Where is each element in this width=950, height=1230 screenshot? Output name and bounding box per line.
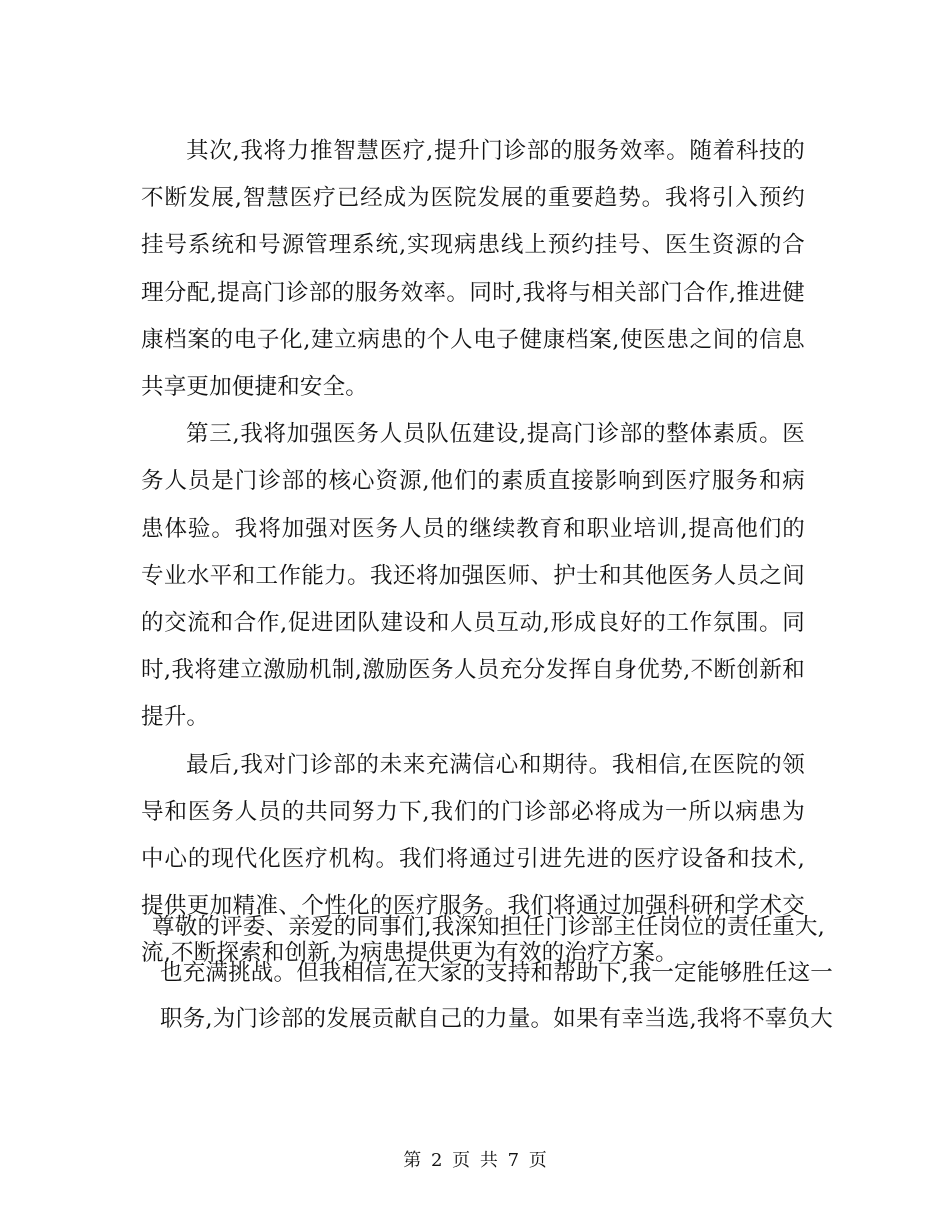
page-number-footer: 第 2 页 共 7 页 — [403, 1150, 547, 1171]
paragraph-smart-healthcare: 其次,我将力推智慧医疗,提升门诊部的服务效率。随着科技的不断发展,智慧医疗已经成为医院发展的重要趋势。我将引入预约挂号系统和号源管理系统,实现病患线上预约挂号、医生资源的合理分配,提高门诊部的服务效率。同时,我将与相关部门合作,推进健康档案的电子化,建立病患的个人电子健康档案,使医患之间的信息共享更加便捷和安全。 — [141, 138, 805, 401]
paragraph-future-outlook: 最后,我对门诊部的未来充满信心和期待。我相信,在医院的领导和医务人员的共同努力下,我们的门诊部必将成为一所以病患为中心的现代化医疗机构。我们将通过引进先进的医疗设备和技术,提供更加精准、个性化的医疗服务。我们将通过加强科研和学术交流,不断探索和创新,为病患提供更为有效的治疗方案。 — [141, 751, 805, 967]
document-body — [141, 128, 805, 978]
closing-statement — [148, 904, 834, 1042]
closing-line: 也充满挑战。但我相信,在大家的支持和帮助下,我一定能够胜任这一 — [160, 960, 834, 986]
closing-line: 职务,为门诊部的发展贡献自己的力量。如果有幸当选,我将不辜负大 — [160, 1006, 834, 1032]
closing-line: 尊敬的评委、亲爱的同事们,我深知担任门诊部主任岗位的责任重大, — [152, 914, 826, 940]
paragraph-staff-building: 第三,我将加强医务人员队伍建设,提高门诊部的整体素质。医务人员是门诊部的核心资源,他们的素质直接影响到医疗服务和病患体验。我将加强对医务人员的继续教育和职业培训,提高他们的专业水平和工作能力。我还将加强医师、护士和其他医务人员之间的交流和合作,促进团队建设和人员互动,形成良好的工作氛围。同时,我将建立激励机制,激励医务人员充分发挥自身优势,不断创新和提升。 — [141, 421, 805, 731]
